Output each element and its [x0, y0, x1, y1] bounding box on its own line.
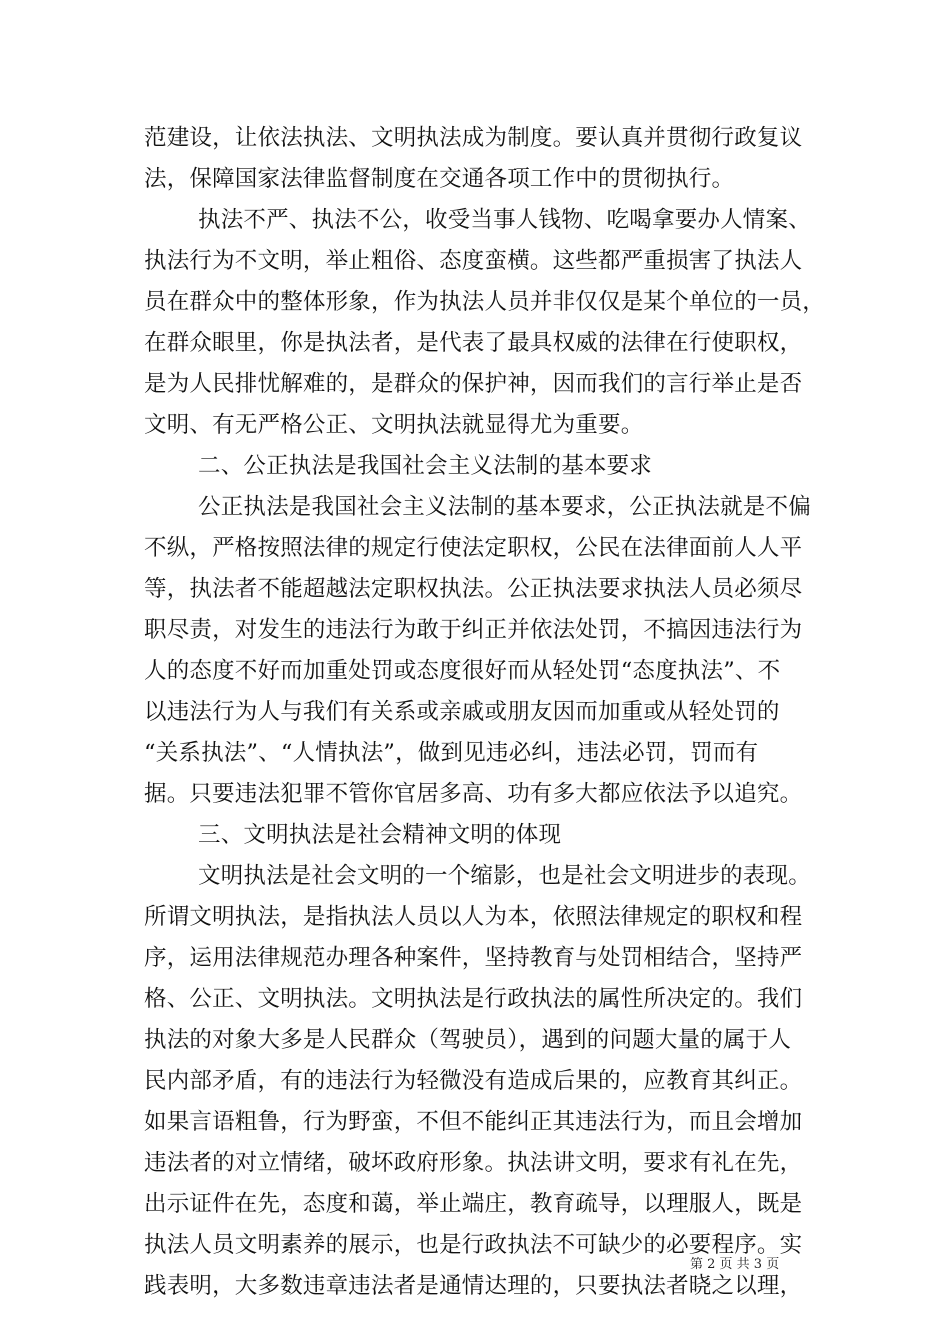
text-line: 是为人民排忧解难的，是群众的保护神，因而我们的言行举止是否: [144, 371, 803, 397]
text-line: 格、公正、文明执法。文明执法是行政执法的属性所决定的。我们: [144, 986, 803, 1012]
text-line: 以违法行为人与我们有关系或亲戚或朋友因而加重或从轻处罚的: [144, 699, 780, 725]
text-line: “关系执法”、“人情执法”，做到见违必纠，违法必罚，罚而有: [144, 740, 759, 766]
paragraph-start-line: 执法不严、执法不公，收受当事人钱物、吃喝拿要办人情案、: [198, 207, 811, 233]
text-line: 如果言语粗鲁，行为野蛮，不但不能纠正其违法行为，而且会增加: [144, 1109, 803, 1135]
text-line: 出示证件在先，态度和蔼，举止端庄，教育疏导，以理服人，既是: [144, 1191, 803, 1217]
text-line: 文明、有无严格公正、文明执法就显得尤为重要。: [144, 412, 644, 438]
text-line: 人的态度不好而加重处罚或态度很好而从轻处罚“态度执法”、不: [144, 658, 781, 684]
text-line: 执法人员文明素养的展示，也是行政执法不可缺少的必要程序。实: [144, 1232, 803, 1258]
text-line: 员在群众中的整体形象，作为执法人员并非仅仅是某个单位的一员，: [144, 289, 826, 315]
text-line: 不纵，严格按照法律的规定行使法定职权，公民在法律面前人人平: [144, 535, 803, 561]
text-line: 民内部矛盾，有的违法行为轻微没有造成后果的，应教育其纠正。: [144, 1068, 803, 1094]
text-line: 职尽责，对发生的违法行为敢于纠正并依法处罚，不搞因违法行为: [144, 617, 803, 643]
text-line: 法，保障国家法律监督制度在交通各项工作中的贯彻执行。: [144, 166, 735, 192]
text-line: 据。只要违法犯罪不管你官居多高、功有多大都应依法予以追究。: [144, 781, 803, 807]
text-line: 在群众眼里，你是执法者，是代表了最具权威的法律在行使职权，: [144, 330, 803, 356]
paragraph-start-line: 公正执法是我国社会主义法制的基本要求，公正执法就是不偏: [198, 494, 811, 520]
section-heading-2: 二、公正执法是我国社会主义法制的基本要求: [198, 453, 653, 479]
paragraph-start-line: 文明执法是社会文明的一个缩影，也是社会文明进步的表现。: [198, 863, 811, 889]
text-line: 范建设，让依法执法、文明执法成为制度。要认真并贯彻行政复议: [144, 125, 803, 151]
text-line: 等，执法者不能超越法定职权执法。公正执法要求执法人员必须尽: [144, 576, 803, 602]
text-line: 践表明，大多数违章违法者是通情达理的，只要执法者晓之以理，: [144, 1273, 803, 1299]
text-line: 序，运用法律规范办理各种案件，坚持教育与处罚相结合，坚持严: [144, 945, 803, 971]
text-line: 执法行为不文明，举止粗俗、态度蛮横。这些都严重损害了执法人: [144, 248, 803, 274]
page-number-footer: 第 2 页 共 3 页: [690, 1257, 780, 1272]
section-heading-3: 三、文明执法是社会精神文明的体现: [198, 822, 562, 848]
text-line: 所谓文明执法，是指执法人员以人为本，依照法律规定的职权和程: [144, 904, 803, 930]
body-text: [144, 118, 826, 1307]
text-line: 违法者的对立情绪，破坏政府形象。执法讲文明，要求有礼在先，: [144, 1150, 803, 1176]
text-line: 执法的对象大多是人民群众（驾驶员），遇到的问题大量的属于人: [144, 1027, 792, 1053]
